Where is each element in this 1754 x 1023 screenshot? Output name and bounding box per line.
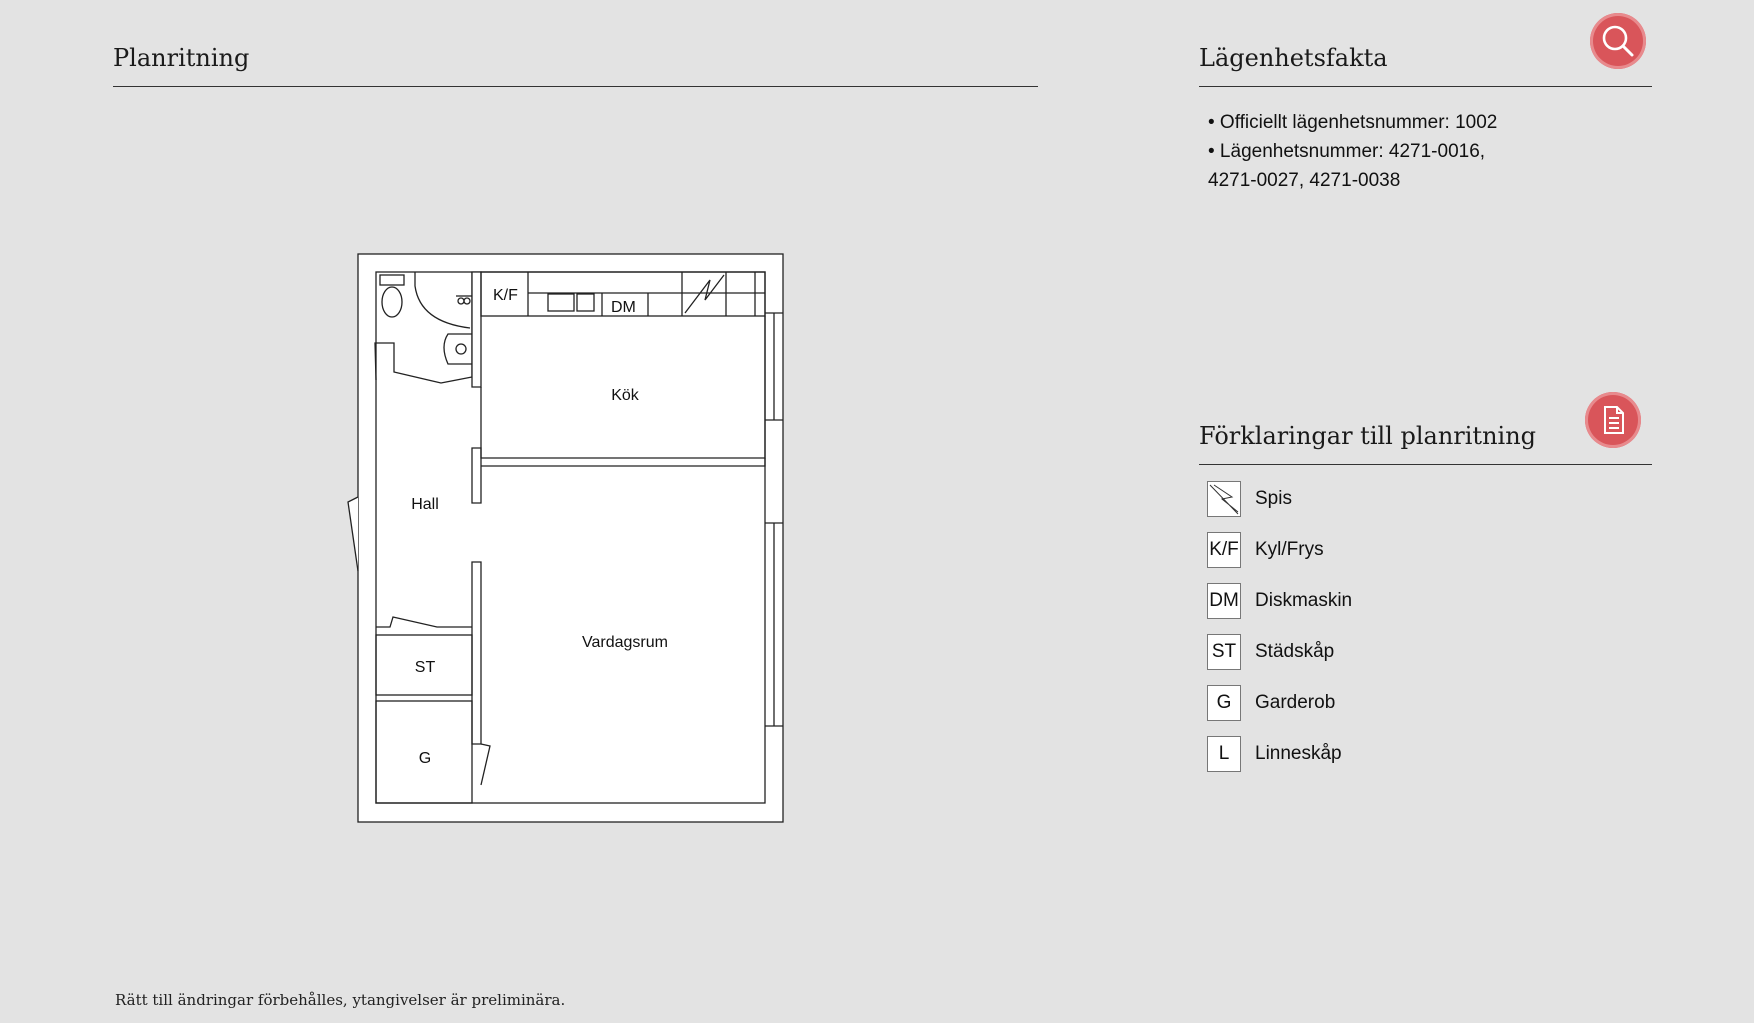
search-button[interactable] (1590, 13, 1646, 69)
legend-item-diskmaskin (1207, 583, 1467, 621)
room-label-kf: K/F (493, 287, 518, 304)
legend-label: Spis (1255, 488, 1292, 509)
search-icon (1590, 13, 1646, 69)
document-button[interactable] (1585, 392, 1641, 448)
legend-label: Städskåp (1255, 641, 1335, 662)
legend-code: DM (1207, 583, 1241, 619)
disclaimer: Rätt till ändringar förbehålles, ytangivelser är preliminära. (115, 991, 566, 1009)
facts-line: • Officiellt lägenhetsnummer: 1002 (1208, 112, 1498, 133)
legend-label: Diskmaskin (1255, 590, 1353, 611)
legend-heading-rule (1199, 464, 1652, 465)
facts-heading-rule (1199, 86, 1652, 87)
facts-list (1208, 108, 1497, 195)
legend-heading: Förklaringar till planritning (1199, 422, 1537, 450)
room-label-g: G (418, 750, 432, 767)
plan-heading: Planritning (113, 44, 250, 72)
legend-item-spis (1207, 481, 1467, 519)
room-label-hall: Hall (411, 496, 439, 513)
facts-line: • Lägenhetsnummer: 4271-0016, (1208, 141, 1486, 162)
legend-code: L (1207, 736, 1241, 772)
room-label-kitchen: Kök (611, 387, 639, 404)
room-label-dm: DM (611, 299, 636, 316)
legend-item-linneskap (1207, 736, 1467, 774)
legend-item-kyl-frys (1207, 532, 1467, 570)
legend-code: G (1207, 685, 1241, 721)
legend-label: Linneskåp (1255, 743, 1342, 764)
facts-line: 4271-0027, 4271-0038 (1208, 170, 1401, 191)
legend-item-garderob (1207, 685, 1467, 723)
document-icon (1585, 392, 1641, 448)
legend-code: K/F (1207, 532, 1241, 568)
legend-item-stadskap (1207, 634, 1467, 672)
room-label-living-room: Vardagsrum (582, 634, 668, 651)
room-label-st: ST (414, 659, 436, 676)
legend-label: Kyl/Frys (1255, 539, 1324, 560)
legend-label: Garderob (1255, 692, 1336, 713)
legend-code: ST (1207, 634, 1241, 670)
facts-heading: Lägenhetsfakta (1199, 44, 1388, 72)
stove-icon (1207, 481, 1241, 517)
